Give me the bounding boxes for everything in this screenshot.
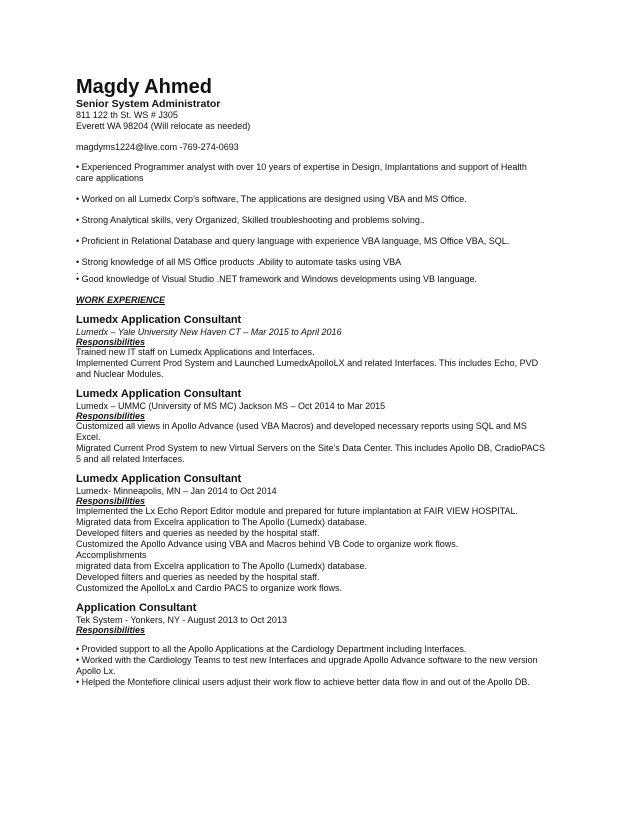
- job-line: Customized the Apollo Advance using VBA and Macros behind VB Code to organize work flows.: [76, 539, 459, 549]
- accomplishments-heading: Accomplishments: [76, 550, 147, 560]
- job-org: Lumedx – Yale University New Haven CT – Mar 2015 to April 2016: [76, 327, 342, 337]
- candidate-title: Senior System Administrator: [76, 98, 221, 110]
- job-line: Customized the ApolloLx and Cardio PACS to organize work flows.: [76, 583, 342, 593]
- job-org: Lumedx- Minneapolis, MN – Jan 2014 to Oct 2014: [76, 486, 277, 496]
- responsibilities-heading: Responsibilities: [76, 625, 146, 635]
- job-title: Lumedx Application Consultant: [76, 388, 242, 400]
- job-title: Lumedx Application Consultant: [76, 314, 242, 326]
- job-line: • Helped the Montefiore clinical users adjust their work flow to achieve better data flow in and out of the Apollo DB.: [76, 677, 530, 687]
- summary-item: • Proficient in Relational Database and query language with experience VBA language, MS Office VBA, SQL.: [76, 236, 510, 246]
- contact-line: magdyms1224@live.com -769-274-0693: [76, 142, 239, 152]
- job-line: Customized all views in Apollo Advance (used VBA Macros) and developed necessary reports using SQL and MS Excel.: [76, 421, 527, 442]
- job-entry: [76, 473, 546, 594]
- job-line: Implemented the Lx Echo Report Editor module and prepared for future implantation at FAIR VIEW HOSPITAL.: [76, 506, 519, 516]
- job-org: Lumedx – UMMC (University of MS MC) Jackson MS – Oct 2014 to Mar 2015: [76, 401, 386, 411]
- job-line: Developed filters and queries as needed by the hospital staff.: [76, 528, 320, 538]
- resume-content: [76, 76, 546, 688]
- job-line: Trained new IT staff on Lumedx Applications and Interfaces.: [76, 347, 315, 357]
- job-line: Migrated data from Excelra application to The Apollo (Lumedx) database.: [76, 517, 367, 527]
- job-entry: [76, 314, 546, 380]
- responsibilities-heading: Responsibilities: [76, 496, 146, 506]
- job-line: • Worked with the Cardiology Teams to test new Interfaces and upgrade Apollo Advance software to the new version Apollo Lx.: [76, 655, 538, 676]
- address-line-2: Everett WA 98204 (Will relocate as needed): [76, 121, 251, 131]
- summary-item: • Worked on all Lumedx Corp’s software, The applications are designed using VBA and MS Office.: [76, 194, 467, 204]
- summary-list: [76, 162, 546, 285]
- summary-item: • Strong knowledge of all MS Office products .Ability to automate tasks using VBA: [76, 257, 402, 267]
- job-title: Application Consultant: [76, 602, 197, 614]
- responsibilities-heading: Responsibilities: [76, 411, 146, 421]
- job-entry: [76, 388, 546, 465]
- work-experience-heading: WORK EXPERIENCE: [76, 295, 166, 305]
- job-entry: [76, 602, 546, 688]
- job-line: • Provided support to all the Apollo Applications at the Cardiology Department including Interfaces.: [76, 644, 467, 654]
- job-org: Tek System - Yonkers, NY - August 2013 to Oct 2013: [76, 615, 287, 625]
- blank-line: [76, 635, 546, 644]
- address-line-1: 811 122 th St. WS # J305: [76, 110, 178, 120]
- job-line: Migrated Current Prod System to new Virtual Servers on the Site’s Data Center. This includes Apollo DB, CradioPACS 5 and all related Interfaces.: [76, 443, 546, 464]
- job-line: Implemented Current Prod System and Launched LumedxApolloLX and related Interfaces. This includes Echo, PVD and Nuclear Modules.: [76, 358, 539, 379]
- job-line: migrated data from Excelra application to The Apollo (Lumedx) database.: [76, 561, 367, 571]
- summary-item: • Strong Analytical skills, very Organized, Skilled troubleshooting and problems solving..: [76, 215, 425, 225]
- candidate-name: Magdy Ahmed: [76, 76, 212, 98]
- job-line: Developed filters and queries as needed by the hospital staff.: [76, 572, 320, 582]
- summary-dot: .: [76, 266, 79, 276]
- responsibilities-heading: Responsibilities: [76, 337, 146, 347]
- summary-item: • Experienced Programmer analyst with over 10 years of expertise in Design, Implantations and support of Health care applications: [76, 162, 527, 183]
- summary-item: • Good knowledge of Visual Studio .NET framework and Windows developments using VB language.: [76, 274, 478, 284]
- job-title: Lumedx Application Consultant: [76, 473, 242, 485]
